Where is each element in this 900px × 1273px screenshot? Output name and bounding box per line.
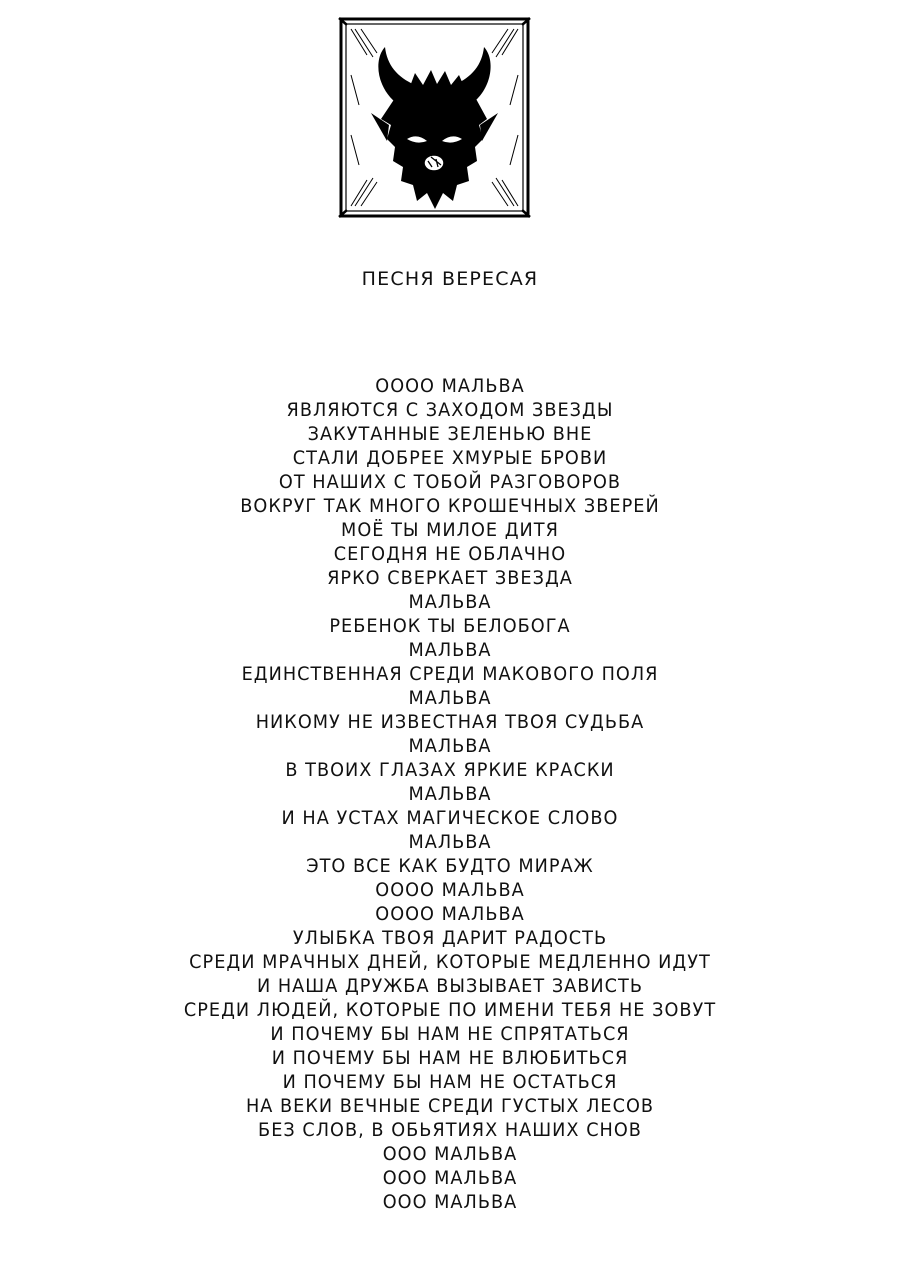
- lyric-line: УЛЫБКА ТВОЯ ДАРИТ РАДОСТЬ: [292, 927, 608, 949]
- lyric-line: ВОКРУГ ТАК МНОГО КРОШЕЧНЫХ ЗВЕРЕЙ: [240, 495, 660, 517]
- lyric-line: МАЛЬВА: [408, 591, 492, 613]
- lyrics-list: [0, 374, 900, 1214]
- lyric-line: НИКОМУ НЕ ИЗВЕСТНАЯ ТВОЯ СУДЬБА: [255, 711, 645, 733]
- lyric-line: И НА УСТАХ МАГИЧЕСКОЕ СЛОВО: [281, 807, 619, 829]
- lyric-line: МАЛЬВА: [408, 687, 492, 709]
- lyric-line: МАЛЬВА: [408, 783, 492, 805]
- lyric-line: НА ВЕКИ ВЕЧНЫЕ СРЕДИ ГУСТЫХ ЛЕСОВ: [245, 1095, 655, 1117]
- lyric-line: СЕГОДНЯ НЕ ОБЛАЧНО: [333, 543, 567, 565]
- lyric-line: МОЁ ТЫ МИЛОЕ ДИТЯ: [341, 519, 559, 541]
- lyric-line: ОООО МАЛЬВА: [375, 375, 525, 397]
- lyric-line: БЕЗ СЛОВ, В ОБЬЯТИЯХ НАШИХ СНОВ: [258, 1119, 642, 1141]
- lyric-line: СРЕДИ МРАЧНЫХ ДНЕЙ, КОТОРЫЕ МЕДЛЕННО ИДУТ: [189, 951, 711, 973]
- lyric-line: СРЕДИ ЛЮДЕЙ, КОТОРЫЕ ПО ИМЕНИ ТЕБЯ НЕ ЗОВУТ: [183, 999, 717, 1021]
- lyric-line: В ТВОИХ ГЛАЗАХ ЯРКИЕ КРАСКИ: [285, 759, 615, 781]
- lyric-line: МАЛЬВА: [408, 639, 492, 661]
- lyric-line: ЗАКУТАННЫЕ ЗЕЛЕНЬЮ ВНЕ: [307, 423, 593, 445]
- lyric-line: ОООО МАЛЬВА: [375, 903, 525, 925]
- lyric-line: И ПОЧЕМУ БЫ НАМ НЕ ОСТАТЬСЯ: [282, 1071, 618, 1093]
- lyric-line: И ПОЧЕМУ БЫ НАМ НЕ ВЛЮБИТЬСЯ: [271, 1047, 629, 1069]
- horned-beast-emblem: [337, 15, 532, 220]
- lyric-line: МАЛЬВА: [408, 735, 492, 757]
- lyric-line: ЕДИНСТВЕННАЯ СРЕДИ МАКОВОГО ПОЛЯ: [241, 663, 659, 685]
- lyric-line: И ПОЧЕМУ БЫ НАМ НЕ СПРЯТАТЬСЯ: [270, 1023, 630, 1045]
- lyric-line: ООО МАЛЬВА: [382, 1143, 518, 1165]
- lyric-line: ООО МАЛЬВА: [382, 1167, 518, 1189]
- lyric-line: ЯРКО СВЕРКАЕТ ЗВЕЗДА: [327, 567, 573, 589]
- lyric-line: МАЛЬВА: [408, 831, 492, 853]
- lyric-line: СТАЛИ ДОБРЕЕ ХМУРЫЕ БРОВИ: [292, 447, 608, 469]
- horned-beast-head-icon: [337, 15, 532, 220]
- lyric-line: И НАША ДРУЖБА ВЫЗЫВАЕТ ЗАВИСТЬ: [256, 975, 644, 997]
- lyric-line: РЕБЕНОК ТЫ БЕЛОБОГА: [329, 615, 571, 637]
- lyric-line: ЯВЛЯЮТСЯ С ЗАХОДОМ ЗВЕЗДЫ: [286, 399, 614, 421]
- lyric-line: ООО МАЛЬВА: [382, 1191, 518, 1213]
- lyric-line: ОТ НАШИХ С ТОБОЙ РАЗГОВОРОВ: [278, 471, 622, 493]
- lyric-line: ОООО МАЛЬВА: [375, 879, 525, 901]
- song-title: ПЕСНЯ ВЕРЕСАЯ: [361, 268, 539, 290]
- lyric-line: ЭТО ВСЕ КАК БУДТО МИРАЖ: [306, 855, 594, 877]
